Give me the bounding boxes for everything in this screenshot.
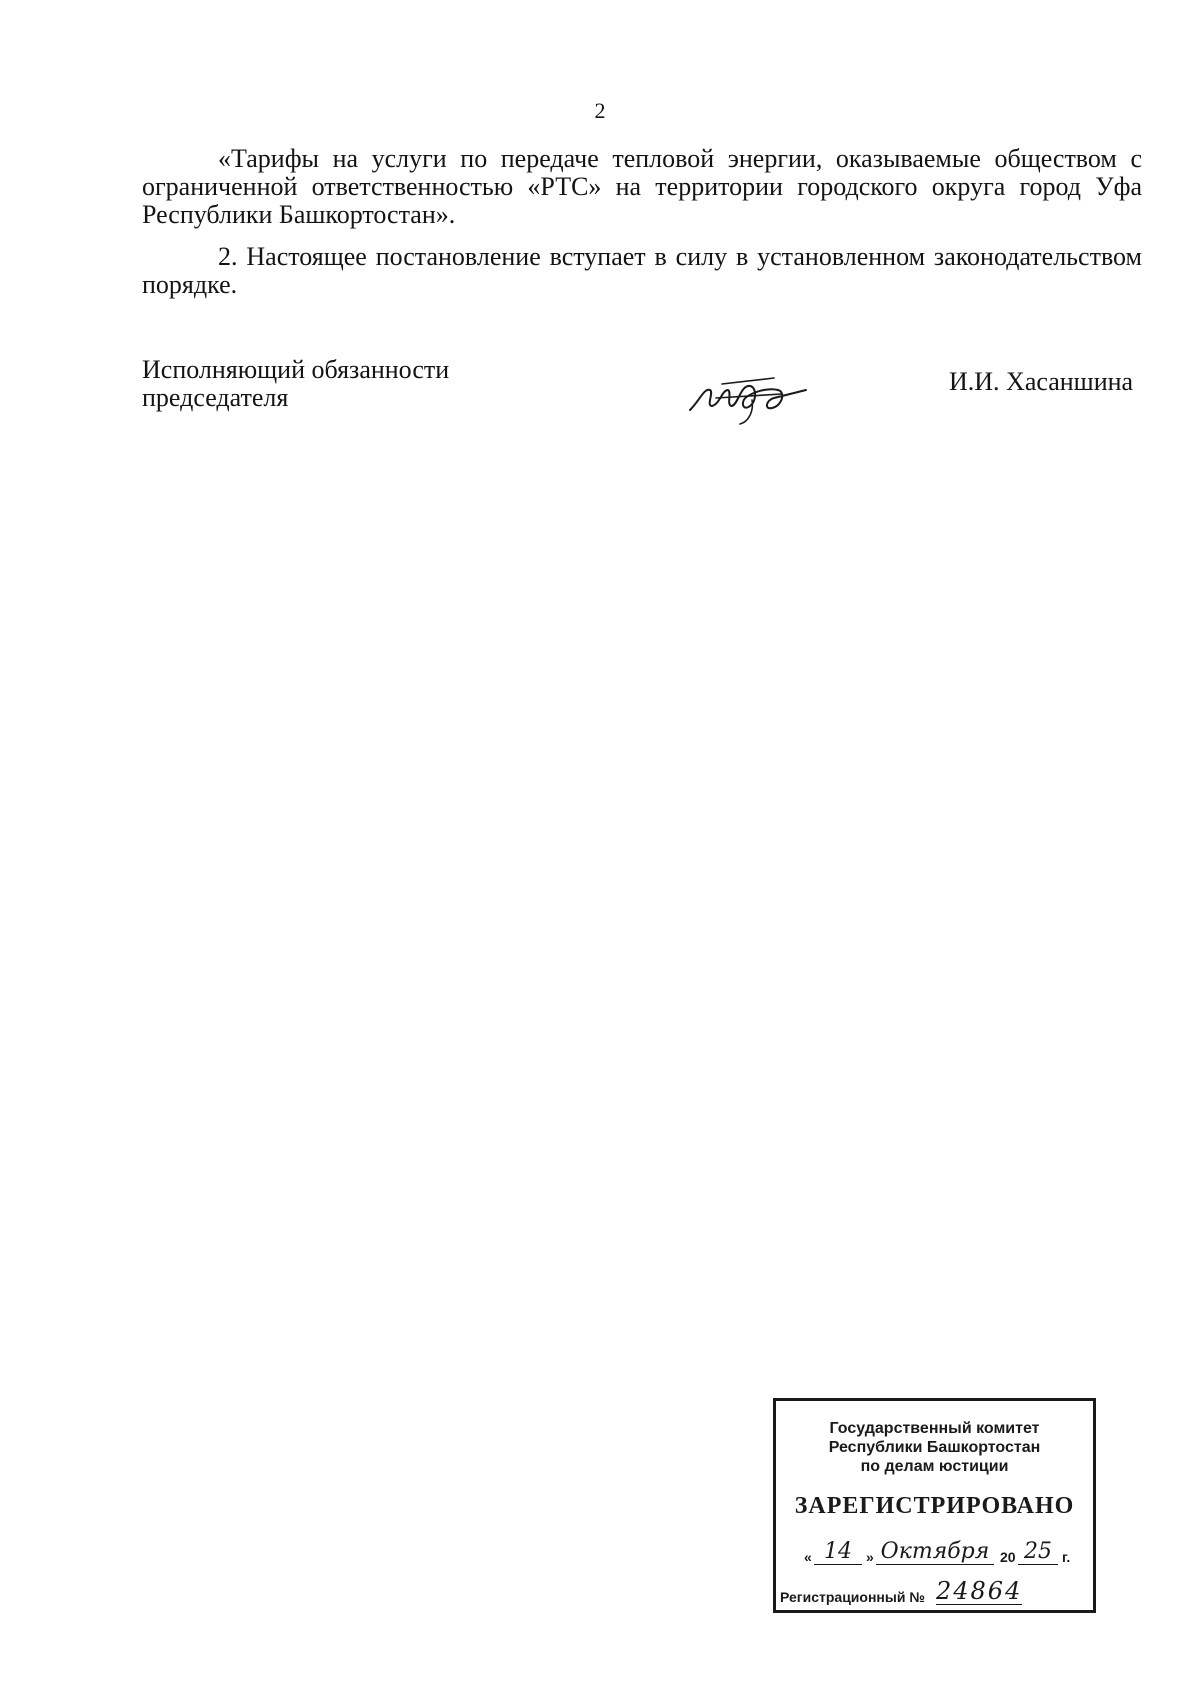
stamp-date-close-quote: »	[866, 1549, 874, 1565]
effective-date-paragraph: 2. Настоящее постановление вступает в силу в установленном законодательством порядке.	[142, 242, 1142, 299]
stamp-registration-number: 24864	[936, 1577, 1023, 1605]
stamp-org-line-3: по делам юстиции	[860, 1458, 1009, 1475]
stamp-date	[804, 1539, 1074, 1569]
signature-block	[142, 356, 1142, 436]
signatory-position-line-1: Исполняющий обязанности	[142, 355, 450, 384]
stamp-date-year-prefix: 20	[1000, 1549, 1016, 1565]
handwritten-signature	[682, 360, 812, 430]
page-number: 2	[594, 98, 606, 123]
stamp-title: ЗАРЕГИСТРИРОВАНО	[794, 1493, 1075, 1519]
stamp-registration	[780, 1579, 1080, 1609]
signatory-position-line-2: председателя	[142, 383, 289, 412]
stamp-org-line-1: Государственный комитет	[829, 1420, 1040, 1437]
tariff-title-paragraph: «Тарифы на услуги по передаче тепловой энергии, оказываемые обществом с ограниченной ответственностью «РТС» на территории городского округа город Уфа Республики Башкортостан».	[142, 144, 1142, 229]
stamp-org-line-2: Республики Башкортостан	[828, 1439, 1041, 1456]
stamp-date-month: Октября	[876, 1540, 994, 1565]
stamp-date-year-unit: г.	[1062, 1549, 1071, 1565]
stamp-date-day: 14	[814, 1540, 862, 1565]
registration-stamp	[773, 1398, 1096, 1613]
stamp-date-year-suffix: 25	[1018, 1540, 1058, 1565]
stamp-organization	[776, 1419, 1093, 1476]
signatory-position	[142, 356, 449, 412]
signatory-name: И.И. Хасаншина	[949, 367, 1134, 396]
stamp-registration-label: Регистрационный №	[780, 1589, 925, 1605]
stamp-date-open-quote: «	[804, 1549, 812, 1565]
